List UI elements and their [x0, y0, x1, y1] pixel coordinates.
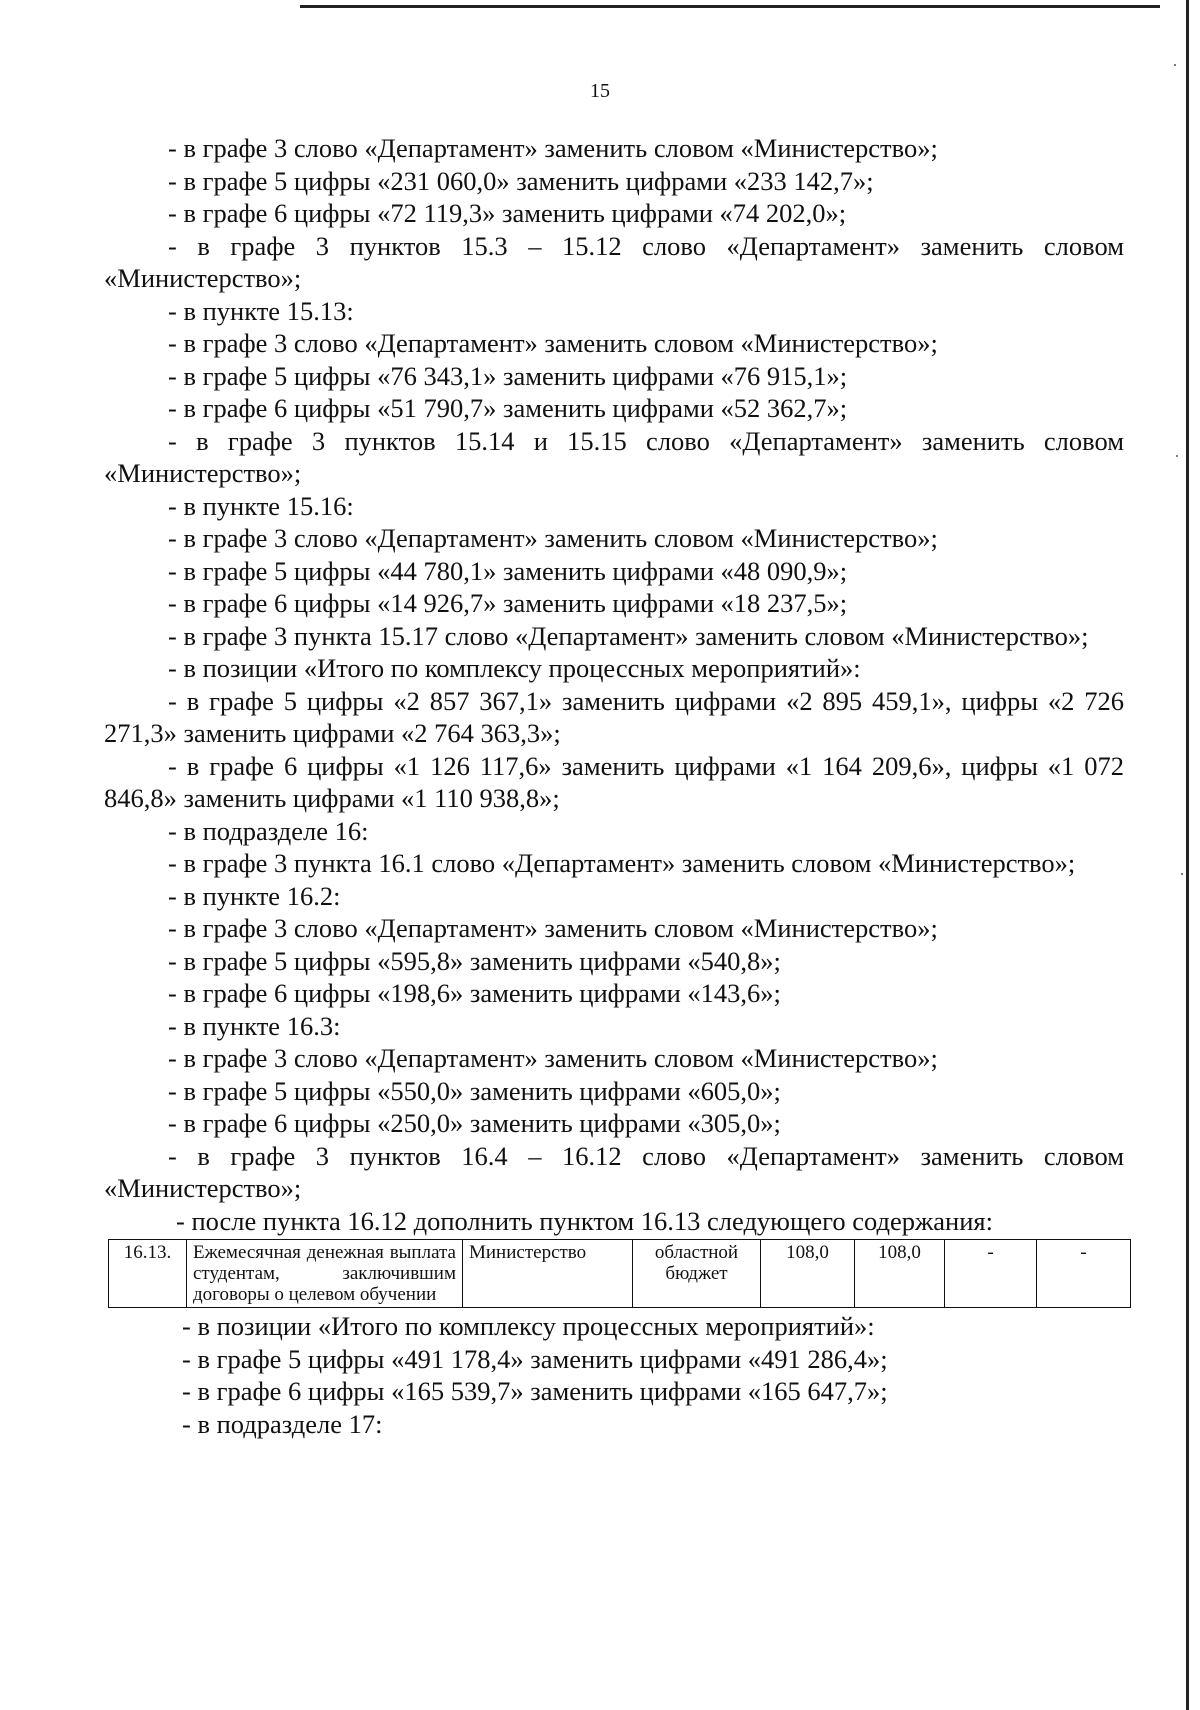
table-cell-value: 108,0	[761, 1240, 855, 1308]
text-line: - в графе 3 пунктов 15.14 и 15.15 слово «Департамент» заменить словом «Министерство»;	[104, 425, 1124, 488]
text-line: - в позиции «Итого по комплексу процессных мероприятий»:	[168, 653, 861, 683]
text-line: - в графе 5 цифры «2 857 367,1» заменить цифрами «2 895 459,1», цифры «2 726 271,3» заменить цифрами «2 764 363,3»;	[104, 685, 1124, 748]
table-cell-executor: Министерство	[463, 1240, 633, 1308]
text-line: - в подразделе 16:	[168, 815, 369, 846]
text-line: - в графе 5 цифры «44 780,1» заменить цифрами «48 090,9»;	[168, 555, 848, 586]
amendment-table	[108, 1239, 1131, 1308]
text-line: - в графе 6 цифры «51 790,7» заменить цифрами «52 362,7»;	[168, 393, 848, 423]
text-line: - в графе 6 цифры «72 119,3» заменить цифрами «74 202,0»;	[168, 198, 847, 228]
text-line: - в пункте 16.2:	[168, 880, 341, 911]
text-line: - в графе 3 слово «Департамент» заменить словом «Министерство»;	[168, 328, 938, 358]
text-line: - в графе 5 цифры «76 343,1» заменить цифрами «76 915,1»;	[168, 360, 848, 391]
text-line: - в графе 3 слово «Департамент» заменить словом «Министерство»;	[168, 523, 938, 553]
text-line: - в подразделе 17:	[182, 1408, 383, 1439]
text-line: - в графе 3 слово «Департамент» заменить словом «Министерство»;	[168, 133, 938, 163]
text-line: - в графе 5 цифры «491 178,4» заменить цифрами «491 286,4»;	[182, 1343, 888, 1374]
text-line: - в графе 3 слово «Департамент» заменить словом «Министерство»;	[168, 913, 938, 943]
text-line: - в графе 6 цифры «14 926,7» заменить цифрами «18 237,5»;	[168, 588, 848, 618]
text-line: - в пункте 16.3:	[168, 1010, 341, 1041]
text-line: - в графе 5 цифры «595,8» заменить цифрами «540,8»;	[168, 945, 781, 976]
text-line: - в графе 6 цифры «250,0» заменить цифрами «305,0»;	[168, 1108, 781, 1138]
table-cell-value: 108,0	[855, 1240, 945, 1308]
text-line: - в графе 5 цифры «231 060,0» заменить цифрами «233 142,7»;	[168, 165, 874, 196]
text-line: - в графе 6 цифры «1 126 117,6» заменить цифрами «1 164 209,6», цифры «1 072 846,8» заменить цифрами «1 110 938,8»;	[104, 750, 1124, 813]
document-body	[104, 132, 1124, 1440]
text-line: - в графе 3 пункта 15.17 слово «Департамент» заменить словом «Министерство»;	[168, 620, 1089, 651]
table-cell-number: 16.13.	[109, 1240, 187, 1308]
scan-speck	[1176, 455, 1178, 457]
table-cell-source: областной бюджет	[633, 1240, 761, 1308]
text-line: - после пункта 16.12 дополнить пунктом 16.13 следующего содержания:	[176, 1205, 993, 1236]
table-cell-name: Ежемесячная денежная выплата студентам, заключившим договоры о целевом обучении	[187, 1240, 463, 1308]
scan-speck	[1181, 873, 1183, 875]
right-border-line	[1186, 0, 1189, 1710]
text-line: - в пункте 15.16:	[168, 490, 354, 521]
text-line: - в графе 3 слово «Департамент» заменить словом «Министерство»;	[168, 1043, 938, 1073]
text-line: - в графе 6 цифры «198,6» заменить цифрами «143,6»;	[168, 978, 781, 1008]
text-line: - в позиции «Итого по комплексу процессных мероприятий»:	[182, 1311, 875, 1341]
page-number: 15	[590, 80, 610, 102]
table-cell-value: -	[1037, 1240, 1131, 1308]
text-line: - в графе 6 цифры «165 539,7» заменить цифрами «165 647,7»;	[182, 1376, 888, 1406]
scan-speck	[1174, 64, 1176, 66]
table-cell-value: -	[945, 1240, 1037, 1308]
top-border-line	[300, 5, 1160, 8]
text-line: - в графе 3 пунктов 15.3 – 15.12 слово «Департамент» заменить словом «Министерство»;	[104, 230, 1124, 293]
table-row	[109, 1240, 1131, 1308]
text-line: - в графе 5 цифры «550,0» заменить цифрами «605,0»;	[168, 1075, 781, 1106]
text-line: - в графе 3 пунктов 16.4 – 16.12 слово «Департамент» заменить словом «Министерство»;	[104, 1140, 1124, 1203]
text-line: - в пункте 15.13:	[168, 295, 354, 326]
text-line: - в графе 3 пункта 16.1 слово «Департамент» заменить словом «Министерство»;	[168, 848, 1076, 878]
